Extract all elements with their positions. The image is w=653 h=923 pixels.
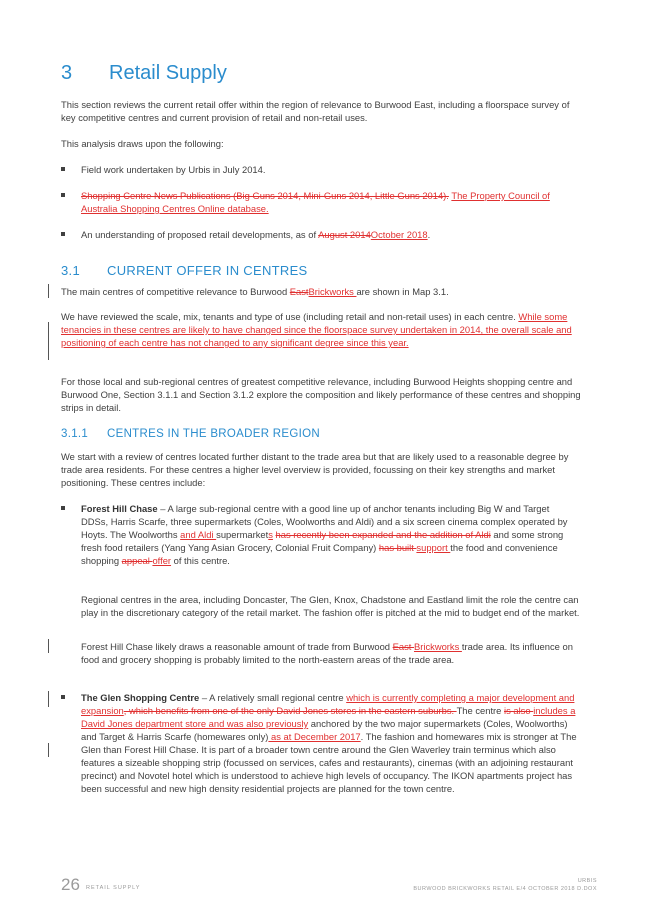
bullet-text bbox=[81, 189, 579, 215]
inserted-text: October 2018 bbox=[370, 229, 428, 240]
chapter-title: Retail Supply bbox=[109, 62, 227, 84]
footer-doc: BURWOOD BRICKWORKS RETAIL E/4 OCTOBER 2018 D.DOX bbox=[413, 886, 597, 892]
centre-name: The Glen Shopping Centre bbox=[81, 692, 200, 703]
deleted-text: Shopping Centre News Publications (Big Guns 2014, Mini-Guns 2014, Little Guns 2014). bbox=[81, 190, 449, 201]
section-3-1-paragraph-3: For those local and sub-regional centres of greatest competitive relevance, including Burwood Heights shopping centre and Burwood One, Section 3.1.1 and Section 3.1.2 explore the composition and likely performance of these centres and shopping strips in detail. bbox=[61, 376, 581, 413]
bullet-marker bbox=[61, 167, 65, 171]
change-bar bbox=[48, 284, 49, 298]
bullet-text: Field work undertaken by Urbis in July 2014. bbox=[81, 164, 266, 175]
change-bar bbox=[48, 691, 49, 707]
forest-hill-paragraph-2: Regional centres in the area, including Doncaster, The Glen, Knox, Chadstone and Eastland limit the role the centre can play in the discretionary category of the retail market. The fashion offer is pitched at the mid to budget end of the market. bbox=[81, 594, 580, 618]
inserted-text: While some tenancies in these centres are likely to have changed since the floorspace survey undertaken in 2014, the overall scale and positioning of each centre has not changed to any significant degree since this year. bbox=[61, 311, 572, 348]
section-3-1-1-paragraph-1: We start with a review of centres located further distant to the trade area but that are likely used to a reasonable degree by trade area residents. For these centres a higher level overview is provided, focussing on their key strengths and market positioning. These centres include: bbox=[61, 451, 569, 488]
page-number: 26 bbox=[61, 875, 80, 894]
section-heading-3-1-1: 3.1.1 CENTRES IN THE BROADER REGION bbox=[61, 428, 320, 440]
bullet-marker bbox=[61, 232, 65, 236]
intro-paragraph-2: This analysis draws upon the following: bbox=[61, 138, 224, 149]
deleted-text: August 2014 bbox=[318, 229, 371, 240]
centre-name: Forest Hill Chase bbox=[81, 503, 158, 514]
bullet-text: An understanding of proposed retail developments, as of August 2014October 2018. bbox=[81, 229, 431, 240]
section-3-1-paragraph-1: The main centres of competitive relevance to Burwood EastBrickworks are shown in Map 3.1. bbox=[61, 286, 449, 297]
bullet-text: Forest Hill Chase – A large sub-regional centre with a good line up of anchor tenants including Big W and Target DDSs, Harris Scarfe, three supermarkets (Coles, Woolworths and Aldi) and a six screen cinema complex operated by Hoyts. The Woolworths and Aldi supermarkets has recently been expanded and the addition of Aldi and some strong fresh food retailers (Yang Yang Asian Grocery, Colonial Fruit Company) has built support the food and convenience shopping appeal offer of this centre. bbox=[81, 503, 568, 566]
inserted-text: The Property Council of Australia Shopping Centres Online database. bbox=[81, 190, 550, 214]
bullet-marker bbox=[61, 506, 65, 510]
chapter-heading bbox=[61, 62, 227, 85]
forest-hill-paragraph-3: Forest Hill Chase likely draws a reasonable amount of trade from Burwood East Brickworks trade area. Its influence on food and grocery shopping is probably limited to the north-eastern areas of the trade area. bbox=[81, 641, 573, 665]
section-3-1-paragraph-2: We have reviewed the scale, mix, tenants and type of use (including retail and non-retail uses) in each centre. While some tenancies in these centres are likely to have changed since the floorspace survey undertaken in 2014, the overall scale and positioning of each centre has not changed to any significant degree since this year. bbox=[61, 311, 572, 348]
section-heading-3-1: 3.1 CURRENT OFFER IN CENTRES bbox=[61, 263, 308, 278]
footer-section: RETAIL SUPPLY bbox=[86, 885, 141, 891]
footer-org: URBIS bbox=[577, 878, 597, 884]
change-bar bbox=[48, 743, 49, 757]
change-bar bbox=[48, 639, 49, 653]
bullet-marker bbox=[61, 695, 65, 699]
chapter-number: 3 bbox=[61, 62, 73, 84]
deleted-text: East bbox=[289, 286, 309, 297]
bullet-text: The Glen Shopping Centre – A relatively small regional centre which is currently completing a major development and expansion, which benefits from one of the only David Jones stores in the eastern suburbs. The centre is also includes a David Jones department store and was also previously anchored by the two major supermarkets (Coles, Woolworths) and Target & Harris Scarfe (homewares only) as at December 2017. The fashion and homewares mix is stronger at The Glen than Forest Hill Chase. It is part of a broader town centre around the Glen Waverley train terminus which also features a sizeable shopping strip (focussed on services, cafes and restaurants), cinemas (with an adjoining restaurant precinct) and Novotel hotel which is understood to achieve high levels of occupancy. The IKON apartments project has been successful and new high density residential projects are planned for the town centre. bbox=[81, 692, 577, 794]
change-bar bbox=[48, 322, 49, 360]
intro-paragraph-1: This section reviews the current retail offer within the region of relevance to Burwood East, including a floorspace survey of key competitive centres and current provision of retail and non-retail uses. bbox=[61, 99, 570, 123]
inserted-text: Brickworks bbox=[308, 286, 357, 297]
bullet-marker bbox=[61, 193, 65, 197]
